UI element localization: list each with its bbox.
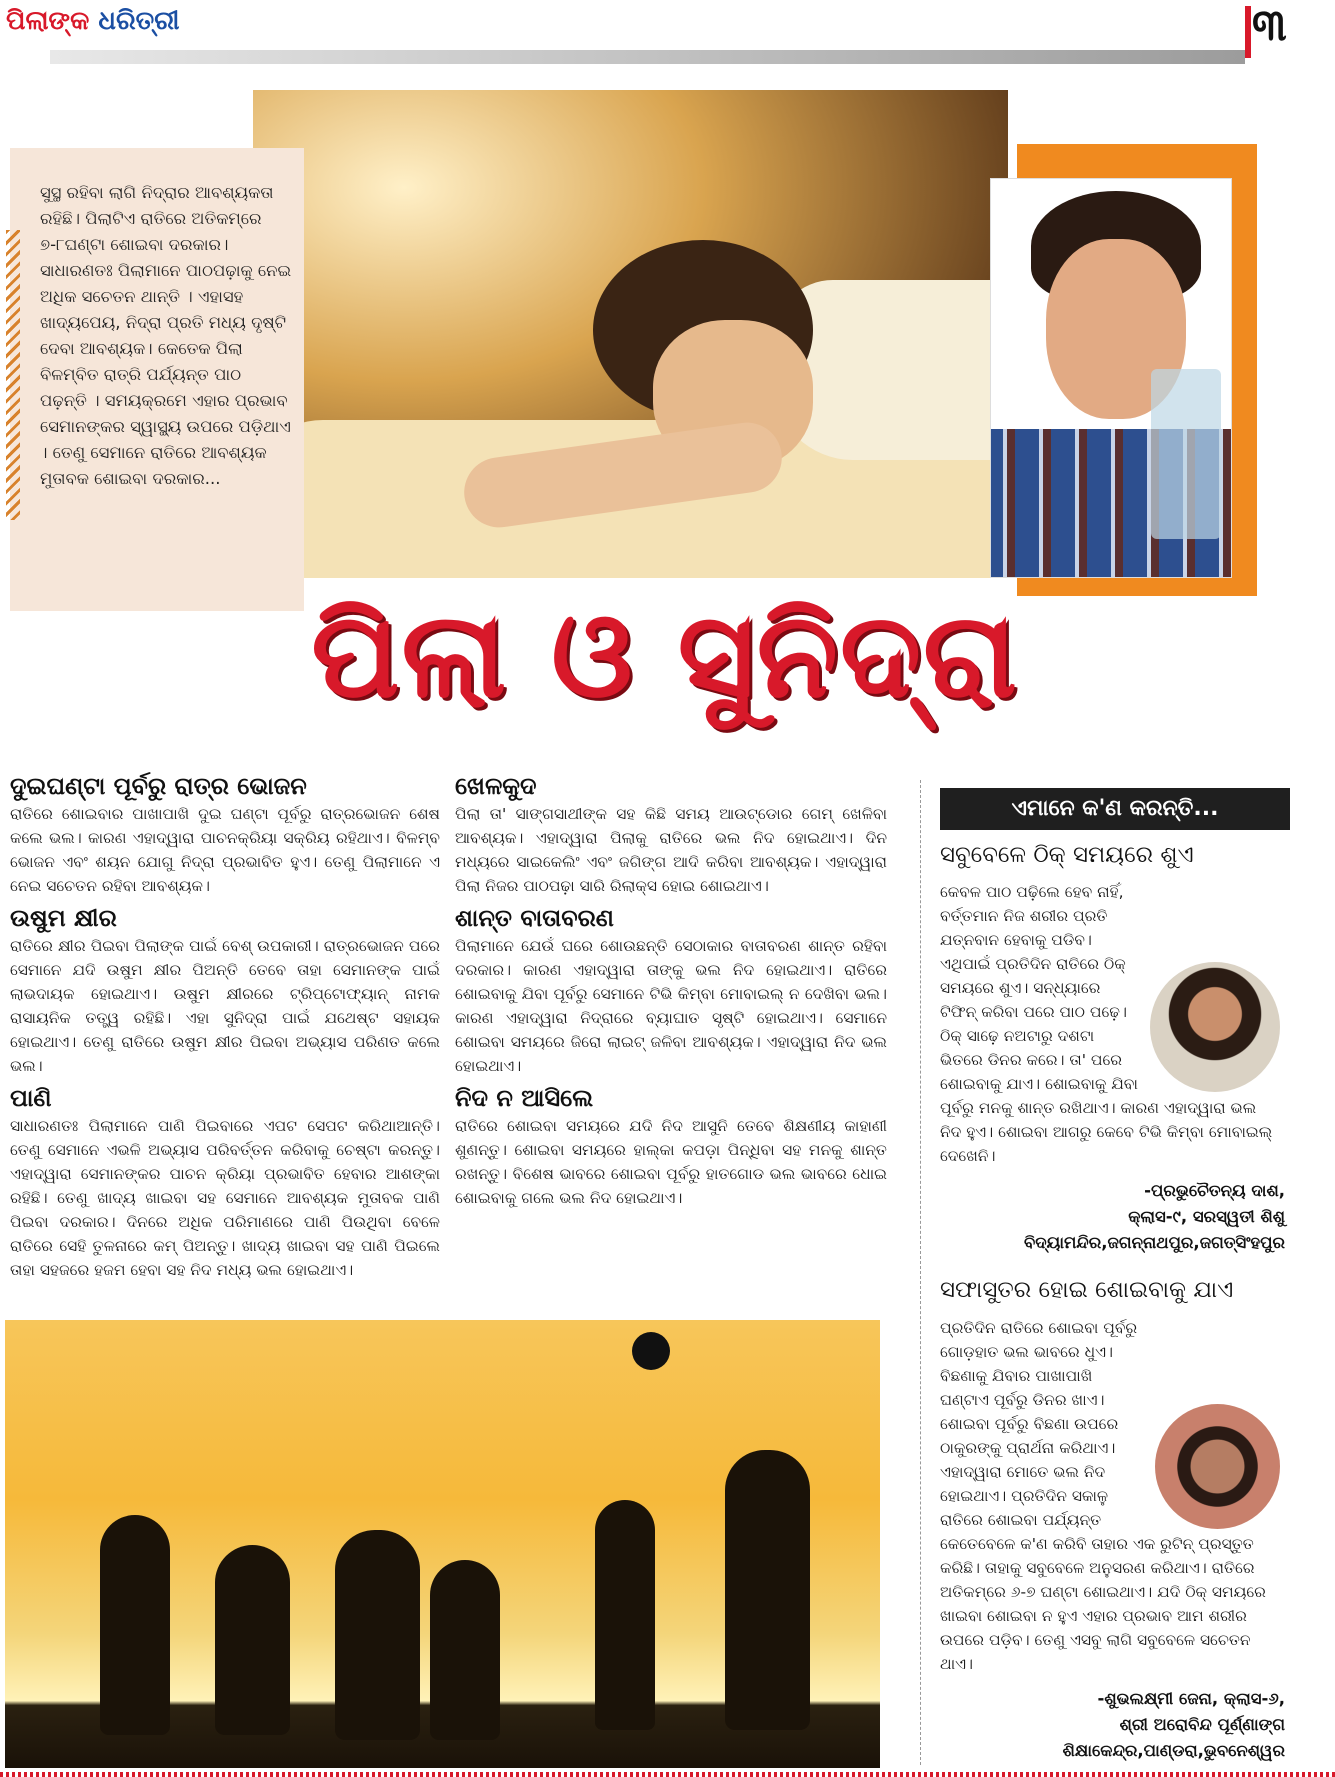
child-silhouette (100, 1515, 170, 1735)
article-section (10, 772, 440, 898)
author-school: ଶ୍ରୀ ଅରୋବିନ୍ଦ ପୂର୍ଣ୍ଣାଙ୍ଗ ଶିକ୍ଷାକେନ୍ଦ୍ର,ପାଣ୍ଡରା,ଭୁବନେଶ୍ୱର (1062, 1715, 1285, 1760)
section-text: ରାତିରେ ଶୋଇବା ସମୟରେ ଯଦି ନିଦ ଆସୁନି ତେବେ ଶିକ୍ଷଣୀୟ କାହାଣୀ ଶୁଣନ୍ତୁ। ଶୋଇବା ସମୟରେ ହାଲ୍‌କା କପଡ଼ା ପିନ୍ଧିବା ସହ ମନକୁ ଶାନ୍ତ ରଖନ୍ତୁ। ବିଶେଷ ଭାବରେ ଶୋଇବା ପୂର୍ବରୁ ହାତଗୋଡ ଭଲ ଭାବରେ ଧୋଇ ଶୋଇବାକୁ ଗଲେ ଭଲ ନିଦ ହୋଇଥାଏ। (455, 1117, 887, 1207)
sidebar-item1-body: କେବଳ ପାଠ ପଢ଼ିଲେ ହେବ ନାହିଁ, ବର୍ତ୍ତମାନ ନିଜ ଶରୀର ପ୍ରତି ଯତ୍ନବାନ ହେବାକୁ ପଡିବ। ଏଥିପାଇଁ ପ୍ରତିଦିନ ରାତିରେ ଠିକ୍ ସମୟରେ ଶୁଏ। ସନ୍ଧ୍ୟାରେ ଟିଫିନ୍ କରିବା ପରେ ପାଠ ପଢ଼େ। ଠିକ୍ ସାଢ଼େ ନଅଟାରୁ ଦଶଟା ଭିତରେ ଡିନର କରେ। ତା' ପରେ ଶୋଇବାକୁ ଯାଏ। ଶୋଇବାକୁ ଯିବା ପୂର୍ବରୁ ମନକୁ ଶାନ୍ତ ରଖିଥାଏ। କାରଣ ଏହାଦ୍ୱାରା ଭଲ ନିଦ ହୁଏ। ଶୋଇବା ଆଗରୁ କେବେ ଟିଭି କିମ୍ବା ମୋବାଇଲ୍ ଦେଖେନି। (940, 883, 1273, 1165)
article-section (10, 904, 440, 1078)
author-name: -ଶୁଭଲକ୍ଷ୍ମୀ ଜେନା, କ୍ଲାସ-୬, (1097, 1689, 1285, 1708)
section-text: ସାଧାରଣତଃ ପିଲାମାନେ ପାଣି ପିଇବାରେ ଏପଟ ସେପଟ କରିଥାଆନ୍ତି। ତେଣୁ ସେମାନେ ଏଭଳି ଅଭ୍ୟାସ ପରିବର୍ତ୍ତନ କରିବାକୁ ଚେଷ୍ଟା କରନ୍ତୁ। ଏହାଦ୍ୱାରା ସେମାନଙ୍କର ପାଚନ କ୍ରିୟା ପ୍ରଭାବିତ ହେବାର ଆଶଙ୍କା ରହିଛି। ତେଣୁ ଖାଦ୍ୟ ଖାଇବା ସହ ସେମାନେ ଆବଶ୍ୟକ ମୁତାବକ ପାଣି ପିଇବା ଦରକାର। ଦିନରେ ଅଧିକ ପରିମାଣରେ ପାଣି ପିଉଥିବା ବେଳେ ରାତିରେ ସେହି ତୁଳନାରେ କମ୍ ପିଅନ୍ତୁ। ଖାଦ୍ୟ ଖାଇବା ସହ ପାଣି ପିଇଲେ ତାହା ସହଜରେ ହଜମ ହେବା ସହ ନିଦ ମଧ୍ୟ ଭଲ ହୋଇଥାଏ। (10, 1117, 440, 1279)
section-heading: ନିଦ ନ ଆସିଲେ (455, 1084, 594, 1112)
page-number-mark (1245, 6, 1251, 58)
sidebar-item1-author (940, 1178, 1285, 1256)
avatar (1150, 962, 1280, 1092)
intro-decoration (6, 230, 20, 520)
child-silhouette (595, 1500, 655, 1730)
sleeping-child-photo (253, 90, 1008, 578)
section-heading: ଉଷୁମ କ୍ଷୀର (10, 904, 117, 932)
section-heading: ପାଣି (10, 1084, 52, 1112)
section-text: ରାତିରେ ଶୋଇବାର ପାଖାପାଖି ଦୁଇ ଘଣ୍ଟା ପୂର୍ବରୁ ରାତ୍ରଭୋଜନ ଶେଷ କଲେ ଭଲ। କାରଣ ଏହାଦ୍ୱାରା ପାଚନକ୍ରିୟା ସକ୍ରିୟ ରହିଥାଏ। ବିଳମ୍ବ ଭୋଜନ ଏବଂ ଶୟନ ଯୋଗୁ ନିଦ୍ରା ପ୍ରଭାବିତ ହୁଏ। ତେଣୁ ପିଲାମାନେ ଏ ନେଇ ସଚେତନ ରହିବା ଆବଶ୍ୟକ। (10, 805, 440, 895)
children-playing-photo (5, 1320, 880, 1768)
article-section (455, 904, 887, 1078)
ball (632, 1332, 670, 1370)
brand-part2: ଧରିତ୍ରୀ (98, 6, 180, 36)
section-text: ପିଲାମାନେ ଯେଉଁ ଘରେ ଶୋଉଛନ୍ତି ସେଠାକାର ବାତାବରଣ ଶାନ୍ତ ରହିବା ଦରକାର। କାରଣ ଏହାଦ୍ୱାରା ତାଙ୍କୁ ଭଲ ନିଦ ହୋଇଥାଏ। ରାତିରେ ଶୋଇବାକୁ ଯିବା ପୂର୍ବରୁ ସେମାନେ ଟିଭି କିମ୍ବା ମୋବାଇଲ୍ ନ ଦେଖିବା ଭଲ। କାରଣ ଏହାଦ୍ୱାରା ନିଦ୍ରାରେ ବ୍ୟାଘାତ ସୃଷ୍ଟି ହୋଇଥାଏ। ସେମାନେ ଶୋଇବା ସମୟରେ ଜିରୋ ଲାଇଟ୍ ଜଳିବା ଆବଶ୍ୟକ। ଏହାଦ୍ୱାରା ନିଦ ଭଲ ହୋଇଥାଏ। (455, 937, 887, 1075)
child-silhouette (725, 1450, 810, 1730)
section-heading: ଖେଳକୁଦ (455, 772, 537, 800)
article-section (455, 1084, 887, 1210)
author-class: କ୍ଲାସ-୯, ସରସ୍ୱତୀ ଶିଶୁ (1128, 1207, 1285, 1226)
masthead-logo (6, 6, 180, 37)
page-title: ପିଲା ଓ ସୁନିଦ୍ରା (311, 586, 1019, 724)
sidebar-item2-author (940, 1686, 1285, 1764)
author-name: -ପ୍ରଭୁଚୈତନ୍ୟ ଦାଶ, (1144, 1181, 1285, 1200)
sidebar-banner: ଏମାନେ କ'ଣ କରନ୍ତି... (940, 788, 1290, 830)
water-glass (1151, 369, 1221, 539)
sidebar-item2-heading: ସଫାସୁତର ହୋଇ ଶୋଇବାକୁ ଯାଏ (940, 1277, 1234, 1303)
section-text: ପିଲା ତା' ସାଙ୍ଗସାଥୀଙ୍କ ସହ କିଛି ସମୟ ଆଉଟ୍‌ଡୋର ଗେମ୍ ଖେଳିବା ଆବଶ୍ୟକ। ଏହାଦ୍ୱାରା ପିଲାକୁ ରାତିରେ ଭଲ ନିଦ ହୋଇଥାଏ। ଦିନ ମଧ୍ୟରେ ସାଇକେଲିଂ ଏବଂ ଜଗିଙ୍ଗ ଆଦି କରିବା ଆବଶ୍ୟକ। ଏହାଦ୍ୱାରା ପିଲା ନିଜର ପାଠପଢ଼ା ସାରି ରିଲାକ୍ସ ହୋଇ ଶୋଇଥାଏ। (455, 805, 887, 895)
article-section (455, 772, 887, 898)
column-2 (455, 772, 887, 1216)
author-school: ବିଦ୍ୟାମନ୍ଦିର,ଜଗନ୍ନାଥପୁର,ଜଗତ୍‌ସିଂହପୁର (1023, 1233, 1285, 1252)
masthead-bar (50, 50, 1245, 64)
section-heading: ଦୁଇଘଣ୍ଟା ପୂର୍ବରୁ ରାତ୍ର ଭୋଜନ (10, 772, 307, 800)
column-1 (10, 772, 440, 1288)
sidebar-item1-heading: ସବୁବେଳେ ଠିକ୍ ସମୟରେ ଶୁଏ (940, 842, 1194, 868)
section-heading: ଶାନ୍ତ ବାତାବରଣ (455, 904, 614, 932)
bottom-rule (0, 1772, 1335, 1777)
sidebar-item2-body: ପ୍ରତିଦିନ ରାତିରେ ଶୋଇବା ପୂର୍ବରୁ ଗୋଡ଼ହାତ ଭଲ ଭାବରେ ଧୁଏ। ବିଛଣାକୁ ଯିବାର ପାଖାପାଖି ଘଣ୍ଟାଏ ପୂର୍ବରୁ ଡିନର ଖାଏ। ଶୋଇବା ପୂର୍ବରୁ ବିଛଣା ଉପରେ ଠାକୁରଙ୍କୁ ପ୍ରାର୍ଥନା କରିଥାଏ। ଏହାଦ୍ୱାରା ମୋତେ ଭଲ ନିଦ ହୋଇଥାଏ। ପ୍ରତିଦିନ ସକାଳୁ ରାତିରେ ଶୋଇବା ପର୍ଯ୍ୟନ୍ତ କେତେବେଳେ କ'ଣ କରିବି ତାହାର ଏକ ରୁଟିନ୍ ପ୍ରସ୍ତୁତ କରିଛି। ତାହାକୁ ସବୁବେଳେ ଅନୁସରଣ କରିଥାଏ। ରାତିରେ ଅତିକମ୍‌ରେ ୬-୭ ଘଣ୍ଟା ଶୋଇଥାଏ। ଯଦି ଠିକ୍ ସମୟରେ ଖାଇବା ଶୋଇବା ନ ହୁଏ ଏହାର ପ୍ରଭାବ ଆମ ଶରୀର ଉପରେ ପଡ଼ିବ। ତେଣୁ ଏସବୁ ଲାଗି ସବୁବେଳେ ସଚେତନ ଥାଏ। (940, 1319, 1266, 1673)
child-silhouette (215, 1545, 290, 1735)
child-silhouette (430, 1560, 500, 1740)
column-divider (920, 780, 921, 1765)
boy-drinking-water-photo (990, 178, 1232, 578)
avatar (1155, 1404, 1280, 1529)
section-text: ରାତିରେ କ୍ଷୀର ପିଇବା ପିଲାଙ୍କ ପାଇଁ ବେଶ୍ ଉପକାରୀ। ରାତ୍ରଭୋଜନ ପରେ ସେମାନେ ଯଦି ଉଷୁମ କ୍ଷୀର ପିଅନ୍ତି ତେବେ ତାହା ସେମାନଙ୍କ ପାଇଁ ଲାଭଦାୟକ ହୋଇଥାଏ। ଉଷୁମ କ୍ଷୀରରେ ଟ୍ରିପ୍ଟୋଫ୍ୟାନ୍ ନାମକ ରାସାୟନିକ ତତ୍ତ୍ୱ ରହିଛି। ଏହା ସୁନିଦ୍ରା ପାଇଁ ଯଥେଷ୍ଟ ସହାୟକ ହୋଇଥାଏ। ତେଣୁ ରାତିରେ ଉଷୁମ କ୍ଷୀର ପିଇବା ଅଭ୍ୟାସ ପରିଣତ କଲେ ଭଲ। (10, 937, 440, 1075)
child-silhouette (335, 1530, 420, 1740)
brand-part1: ପିଲାଙ୍କ (6, 6, 90, 36)
intro-text: ସୁସ୍ଥ ରହିବା ଲାଗି ନିଦ୍ରାର ଆବଶ୍ୟକତା ରହିଛି। ପିଲାଟିଏ ରାତିରେ ଅତିକମ୍‌ରେ ୭-୮ଘଣ୍ଟା ଶୋଇବା ଦରକାର। ସାଧାରଣତଃ ପିଲାମାନେ ପାଠପଢ଼ାକୁ ନେଇ ଅଧିକ ସଚେତନ ଥାନ୍ତି । ଏହାସହ ଖାଦ୍ୟପେୟ, ନିଦ୍ରା ପ୍ରତି ମଧ୍ୟ ଦୃଷ୍ଟି ଦେବା ଆବଶ୍ୟକ। କେତେକ ପିଲା ବିଳମ୍ବିତ ରାତ୍ରି ପର୍ଯ୍ୟନ୍ତ ପାଠ ପଢ଼ନ୍ତି । ସମୟକ୍ରମେ ଏହାର ପ୍ରଭାବ ସେମାନଙ୍କର ସ୍ୱାସ୍ଥ୍ୟ ଉପରେ ପଡ଼ିଥାଏ । ତେଣୁ ସେମାନେ ରାତିରେ ଆବଶ୍ୟକ ମୁତାବକ ଶୋଇବା ଦରକାର... (40, 183, 292, 488)
article-section (10, 1084, 440, 1282)
page-number: ୩ (1252, 0, 1287, 51)
